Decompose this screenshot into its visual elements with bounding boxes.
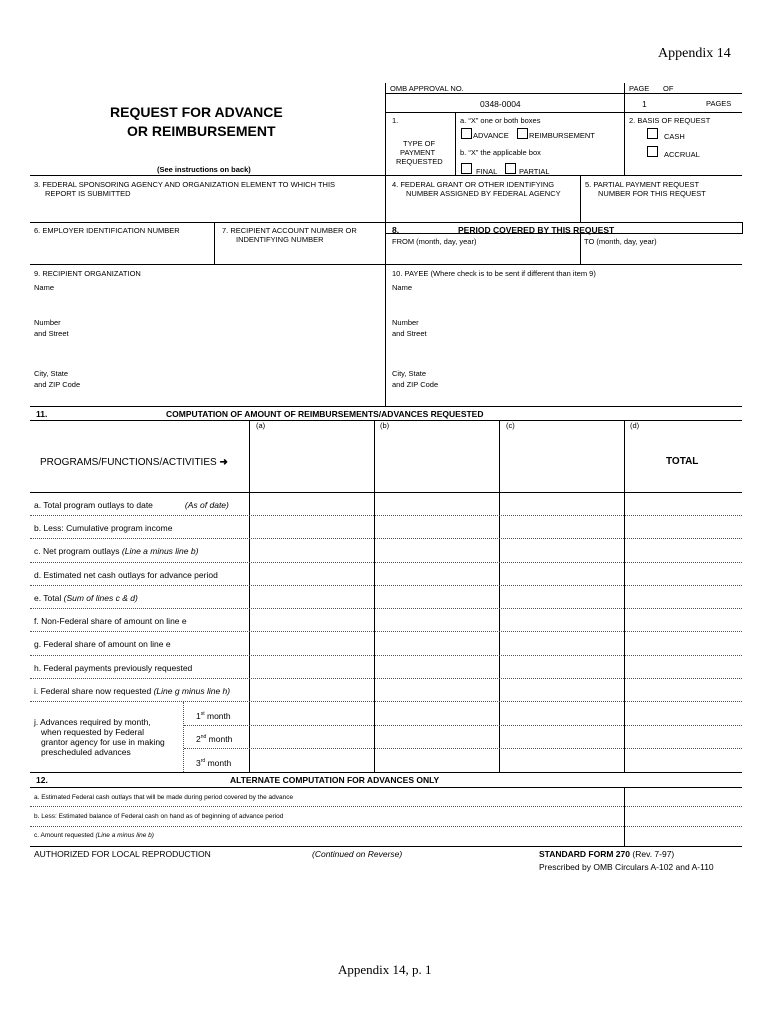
row-b-label: b. Less: Cumulative program income [34, 523, 173, 533]
row-h-label: h. Federal payments previously requested [34, 663, 193, 673]
field8-to: TO (month, day, year) [584, 237, 657, 246]
row-c-label: c. Net program outlays (Line a minus line b) [34, 546, 199, 556]
field9-label: 9. RECIPIENT ORGANIZATION [34, 269, 141, 278]
page-label: PAGE [629, 84, 650, 93]
field3-line1: 3. FEDERAL SPONSORING AGENCY AND ORGANIZATION ELEMENT TO WHICH THIS [34, 180, 336, 189]
section12-c: c. Amount requested (Line a minus line b) [34, 832, 154, 839]
month2-label: 2nd month [196, 733, 233, 744]
col-d-header: (d) [630, 421, 640, 430]
field8-num: 8. [392, 225, 400, 235]
col-b-header: (b) [380, 421, 390, 430]
row-g-label: g. Federal share of amount on line e [34, 639, 171, 649]
section11-title: COMPUTATION OF AMOUNT OF REIMBURSEMENTS/ADVANCES REQUESTED [166, 409, 484, 419]
reimbursement-checkbox[interactable] [517, 128, 528, 139]
month1-label: 1st month [196, 710, 231, 721]
field10-label: 10. PAYEE (Where check is to be sent if different than item 9) [392, 269, 596, 278]
form-title-line2: OR REIMBURSEMENT [127, 123, 276, 139]
standard-form-label: STANDARD FORM 270 (Rev. 7-97) [539, 849, 675, 859]
field5-line2: NUMBER FOR THIS REQUEST [598, 189, 706, 198]
field10-city: City, State [392, 369, 427, 378]
row-e-label: e. Total (Sum of lines c & d) [34, 593, 138, 603]
field5-line1: 5. PARTIAL PAYMENT REQUEST [585, 180, 700, 189]
type-payment-num: 1. [392, 116, 399, 125]
field4-line2: NUMBER ASSIGNED BY FEDERAL AGENCY [406, 189, 561, 198]
type-payment-b: b. “X” the applicable box [460, 148, 541, 157]
reimbursement-label: REIMBURSEMENT [529, 131, 595, 140]
instructions-note: (See instructions on back) [157, 165, 251, 174]
basis-label: 2. BASIS OF REQUEST [629, 116, 711, 125]
total-header: TOTAL [666, 456, 699, 467]
field9-street: and Street [34, 329, 69, 338]
row-f-label: f. Non-Federal share of amount on line e [34, 616, 187, 626]
field4-line1: 4. FEDERAL GRANT OR OTHER IDENTIFYING [392, 180, 555, 189]
field3-line2: REPORT IS SUBMITTED [45, 189, 131, 198]
accrual-checkbox[interactable] [647, 146, 658, 157]
type-payment-a: a. “X” one or both boxes [460, 116, 541, 125]
section11-num: 11. [36, 409, 48, 419]
field10-street: and Street [392, 329, 427, 338]
row-j-line2: when requested by Federal [41, 727, 145, 737]
partial-checkbox[interactable] [505, 163, 516, 174]
field9-zip: and ZIP Code [34, 380, 81, 389]
accrual-label: ACCRUAL [664, 150, 700, 159]
authorized-reproduction: AUTHORIZED FOR LOCAL REPRODUCTION [34, 849, 211, 859]
pages-label: PAGES [706, 99, 732, 108]
field7-line1: 7. RECIPIENT ACCOUNT NUMBER OR [222, 226, 357, 235]
field7-line2: INDENTIFYING NUMBER [236, 235, 324, 244]
final-label: FINAL [476, 167, 498, 176]
field10-number: Number [392, 318, 419, 327]
field8-title: PERIOD COVERED BY THIS REQUEST [458, 225, 615, 235]
field10-zip: and ZIP Code [392, 380, 439, 389]
type-payment-label-2: PAYMENT [400, 148, 436, 157]
field9-name: Name [34, 283, 55, 292]
row-i-label: i. Federal share now requested (Line g minus line h) [34, 686, 231, 696]
page-footer: Appendix 14, p. 1 [338, 962, 432, 977]
section12-a: a. Estimated Federal cash outlays that will be made during period covered by the advance [34, 794, 294, 801]
section12-b: b. Less: Estimated balance of Federal cash on hand as of beginning of advance period [34, 813, 284, 820]
advance-checkbox[interactable] [461, 128, 472, 139]
partial-label: PARTIAL [519, 167, 550, 176]
programs-label: PROGRAMS/FUNCTIONS/ACTIVITIES ➜ [40, 457, 228, 468]
row-a-label: a. Total program outlays to date (As of date) [34, 500, 229, 510]
cash-label: CASH [664, 132, 685, 141]
omb-approval-label: OMB APPROVAL NO. [390, 84, 464, 93]
type-payment-label-1: TYPE OF [403, 139, 436, 148]
final-checkbox[interactable] [461, 163, 472, 174]
cash-checkbox[interactable] [647, 128, 658, 139]
arrow-right-icon: ➜ [219, 457, 228, 468]
field9-number: Number [34, 318, 61, 327]
row-j-line4: prescheduled advances [41, 747, 131, 757]
of-label: OF [663, 84, 674, 93]
appendix-header: Appendix 14 [658, 46, 731, 61]
type-payment-label-3: REQUESTED [396, 157, 443, 166]
section12-num: 12. [36, 775, 48, 785]
row-d-label: d. Estimated net cash outlays for advance period [34, 570, 218, 580]
col-a-header: (a) [256, 421, 266, 430]
page-value: 1 [642, 99, 647, 109]
form-title-line1: REQUEST FOR ADVANCE [110, 104, 283, 120]
field8-from: FROM (month, day, year) [392, 237, 477, 246]
field6-label: 6. EMPLOYER IDENTIFICATION NUMBER [34, 226, 180, 235]
prescribed-label: Prescribed by OMB Circulars A-102 and A-110 [539, 862, 714, 872]
month3-label: 3rd month [196, 757, 232, 768]
advance-label: ADVANCE [473, 131, 509, 140]
omb-approval-number: 0348-0004 [480, 99, 521, 109]
continued-on-reverse: (Continued on Reverse) [312, 849, 403, 859]
col-c-header: (c) [506, 421, 515, 430]
field9-city: City, State [34, 369, 69, 378]
row-j-line1: j. Advances required by month, [34, 717, 151, 727]
section12-title: ALTERNATE COMPUTATION FOR ADVANCES ONLY [230, 775, 440, 785]
field10-name: Name [392, 283, 413, 292]
row-j-line3: grantor agency for use in making [41, 737, 165, 747]
